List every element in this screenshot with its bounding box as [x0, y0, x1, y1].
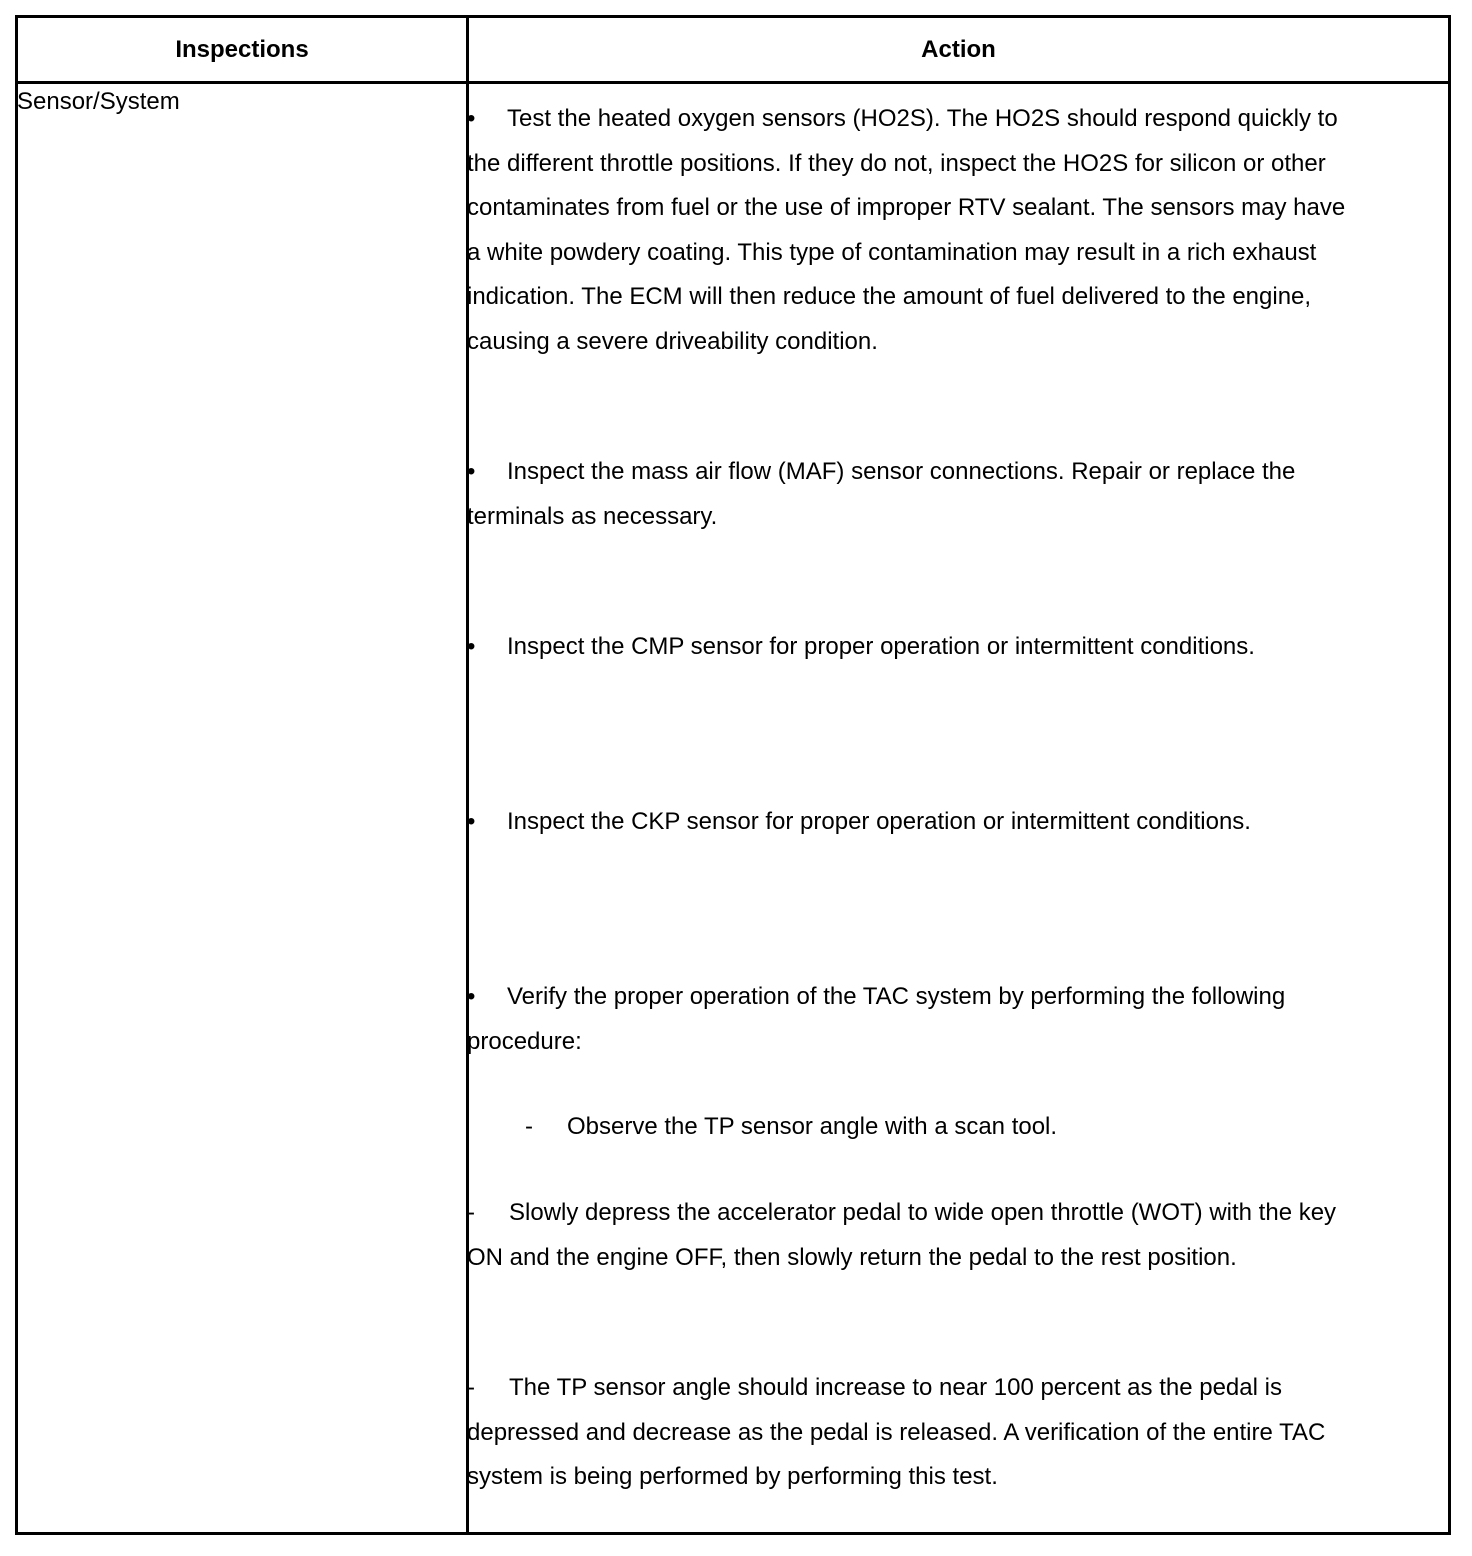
action-text: Inspect the CKP sensor for proper operation or intermittent conditions.	[507, 808, 1251, 835]
action-text: The TP sensor angle should increase to near 100 percent as the pedal is depressed and decrease as the pedal is released. A verification of the entire TAC system is being performed by performing this test.	[467, 1374, 1326, 1490]
action-text: Inspect the CMP sensor for proper operation or intermittent conditions.	[507, 633, 1255, 660]
inspection-cell: Sensor/System	[17, 88, 180, 115]
header-action: Action	[921, 35, 996, 63]
action-text: Slowly depress the accelerator pedal to wide open throttle (WOT) with the key ON and the engine OFF, then slowly return the pedal to the rest position.	[467, 1199, 1337, 1271]
dash-icon: -	[525, 1113, 533, 1140]
action-text: Inspect the mass air flow (MAF) sensor connections. Repair or replace the terminals as necessary.	[467, 458, 1296, 530]
dash-icon: -	[467, 1199, 475, 1226]
action-subitem-verify	[467, 1366, 1357, 1500]
action-text: Verify the proper operation of the TAC system by performing the following procedure:	[467, 983, 1286, 1055]
action-item-maf	[467, 450, 1357, 539]
dash-icon: -	[467, 1374, 475, 1401]
action-item-ckp	[467, 800, 1357, 845]
header-divider	[18, 81, 1448, 84]
bullet-icon: •	[467, 808, 476, 835]
action-subitem-depress	[467, 1191, 1357, 1280]
action-item-cmp	[467, 625, 1357, 670]
header-inspections: Inspections	[175, 35, 309, 63]
bullet-icon: •	[467, 983, 476, 1010]
bullet-icon: •	[467, 458, 476, 485]
action-text: Observe the TP sensor angle with a scan tool.	[567, 1113, 1058, 1140]
action-item-ho2s	[467, 97, 1357, 364]
action-text: Test the heated oxygen sensors (HO2S). The HO2S should respond quickly to the different throttle positions. If they do not, inspect the HO2S for silicon or other contaminates from fuel or the use of improper RTV sealant. The sensors may have a white powdery coating. This type of contamination may result in a rich exhaust indication. The ECM will then reduce the amount of fuel delivered to the engine, causing a severe driveability condition.	[467, 105, 1346, 355]
action-item-tac	[467, 975, 1357, 1064]
action-subitem-observe	[525, 1105, 1415, 1150]
bullet-icon: •	[467, 105, 476, 132]
bullet-icon: •	[467, 633, 476, 660]
